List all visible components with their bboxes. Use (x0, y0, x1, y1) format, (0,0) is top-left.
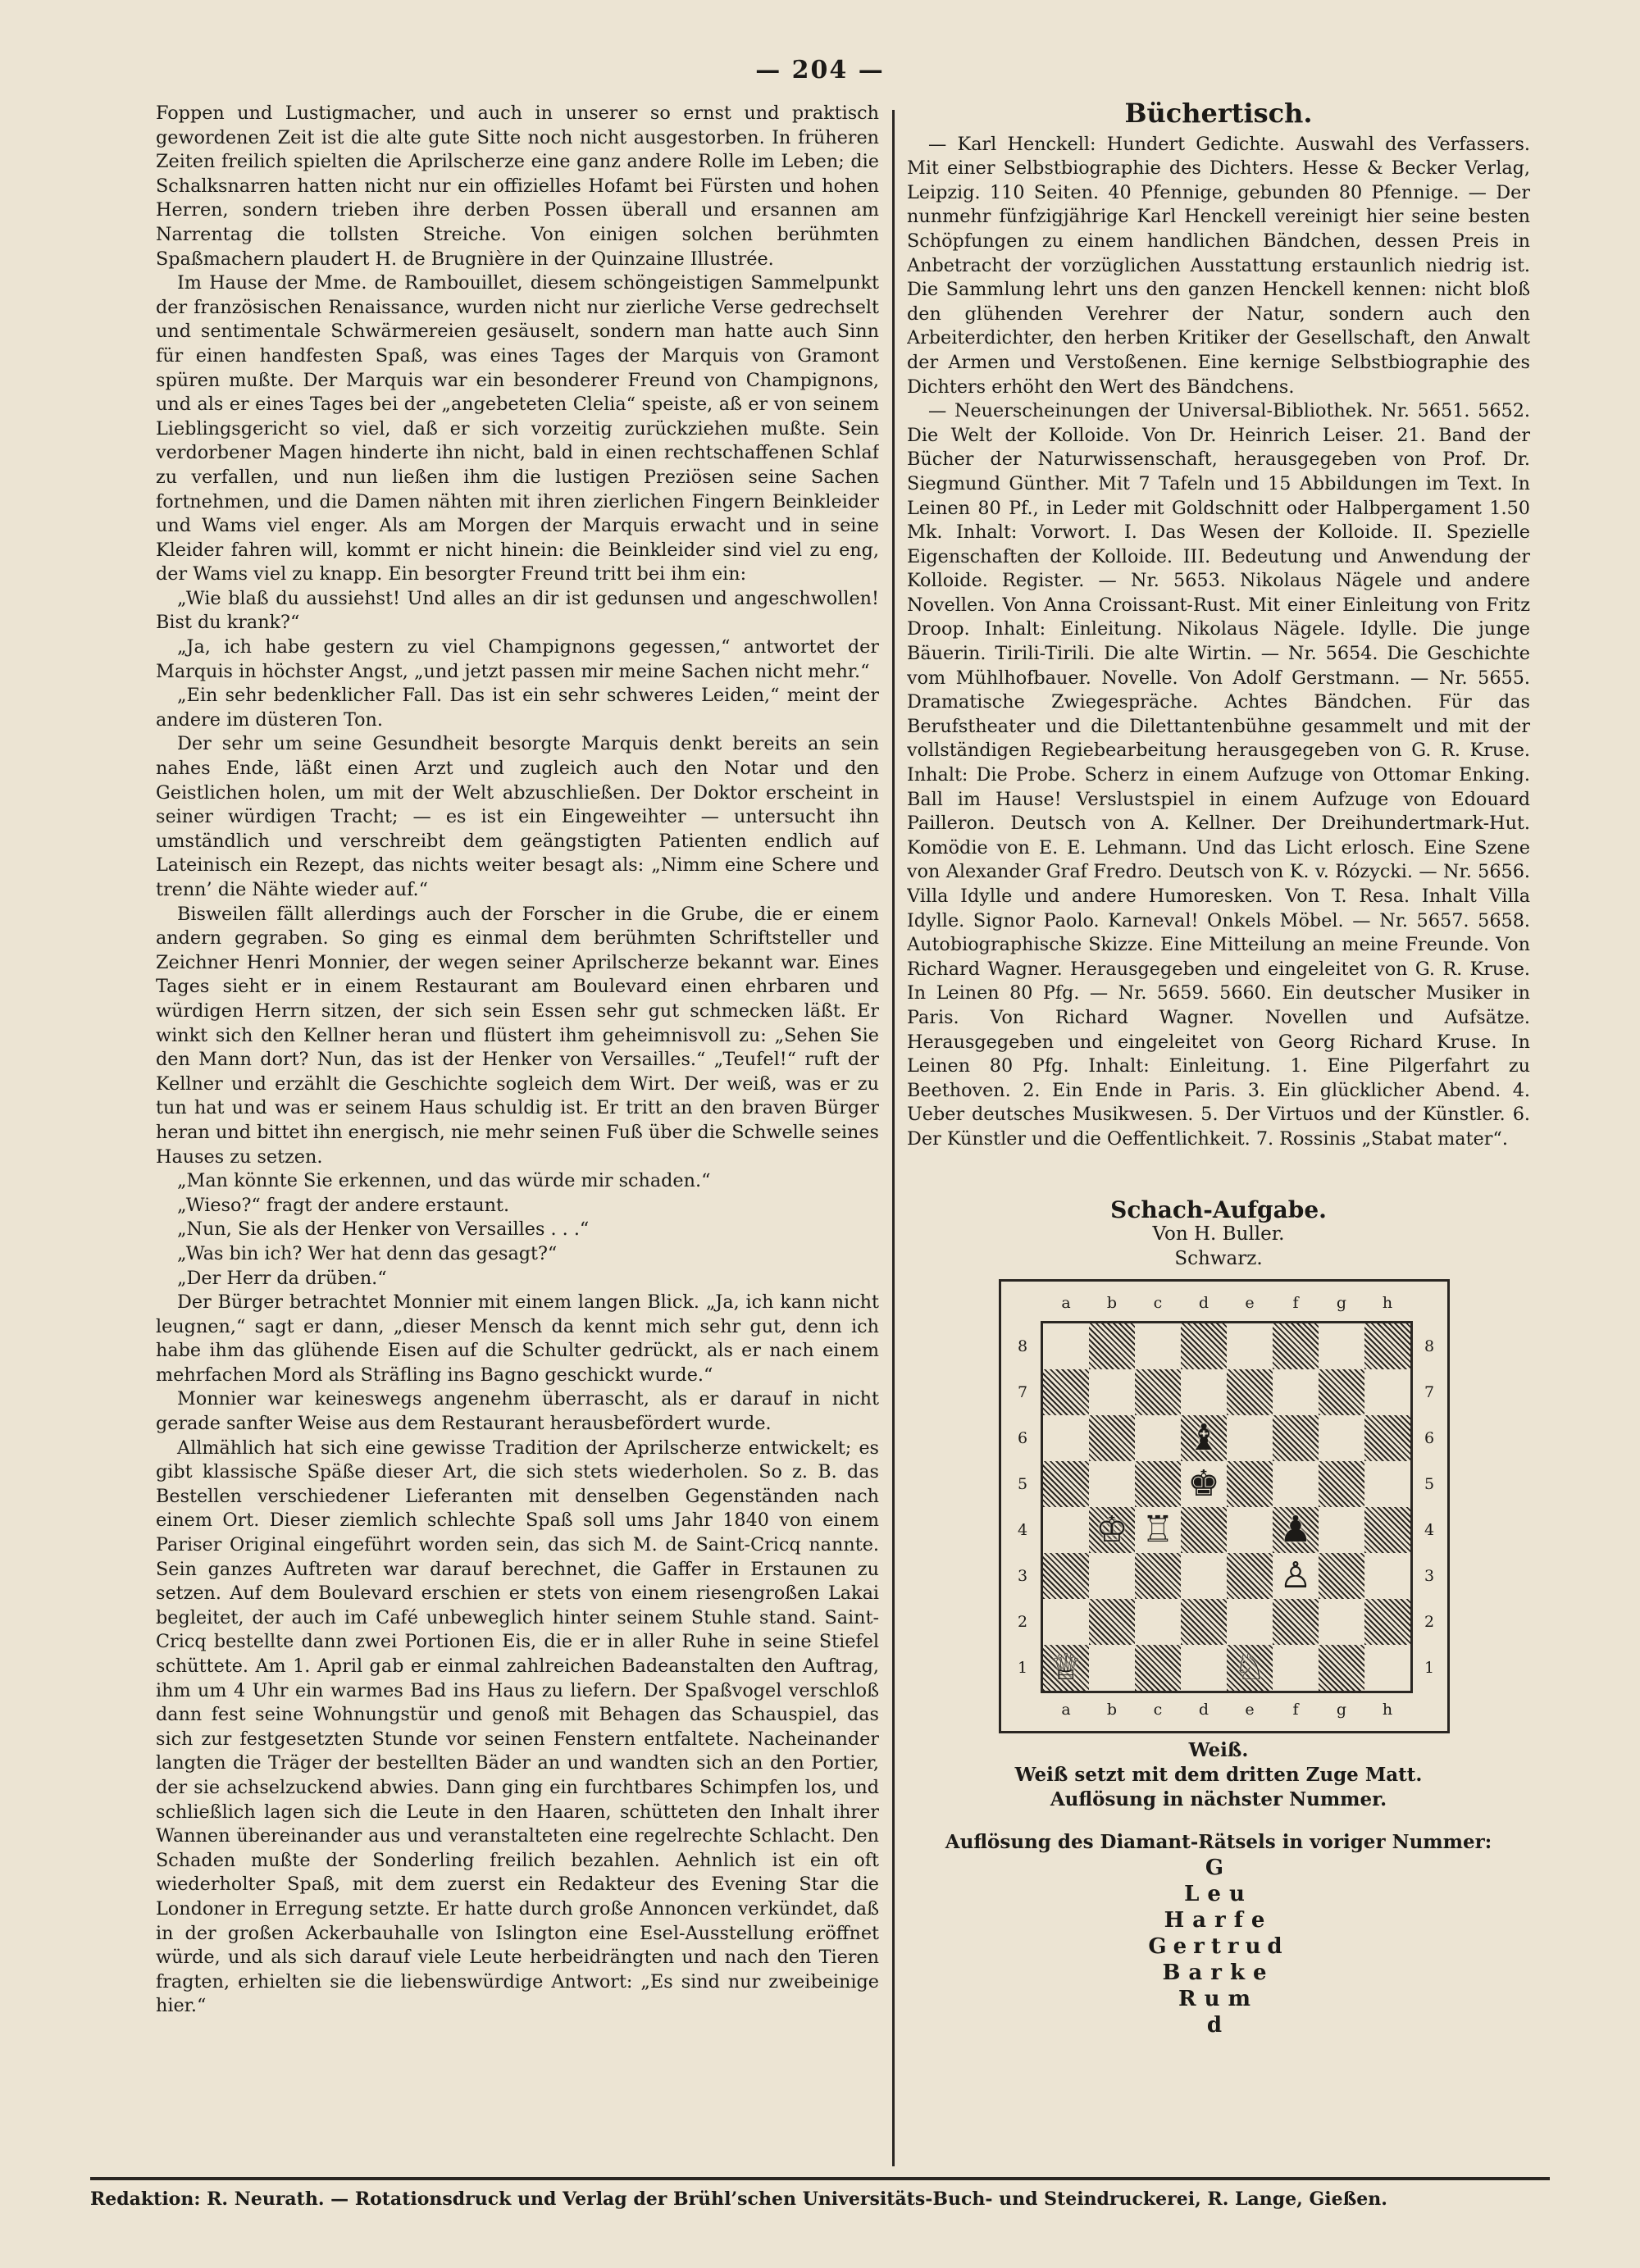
chess-note: Auflösung in nächster Nummer. (1050, 1788, 1387, 1811)
square-e8 (1227, 1323, 1273, 1369)
square-a7 (1043, 1369, 1089, 1415)
rank-label-1: 1 (1017, 1659, 1028, 1678)
square-e1 (1227, 1645, 1273, 1691)
article-paragraph: Allmählich hat sich eine gewisse Tradition der Aprilscherze entwickelt; es gibt klassische Späße dieser Art, die sich stets wiederholen. So z. B. das Bestellen verschiedener Lieferanten mit denselben Gegenständen nach einem Ort. Dieser ziemlich schlechte Spaß soll ums Jahr 1840 von einem Pariser Original eingeführt worden sein, das sich M. de Saint-Cricq nannte. Sein ganzes Auftreten war darauf berechnet, die Gaffer in Erstaunen zu setzen. Auf dem Boulevard erschien er stets von einem riesengroßen Lakai begleitet, der auch im Café unbeweglich hinter seinem Stuhle stand. Saint-Cricq bestellte dann zwei Portionen Eis, die er in aller Ruhe in seine Stiefel schüttete. Am 1. April gab er einmal zahlreichen Badeanstalten den Auftrag, ihm um 4 Uhr ein warmes Bad ins Haus zu liefern. Der Spaßvogel verschloß dann fest seine Wohnungstür und genoß mit Behagen das Schauspiel, das sich zur festgesetzten Stunde vor seinen Fenstern entfaltete. Nacheinander langten die Träger der bestellten Bäder an und wandten sich an den Portier, der sie achselzuckend abwies. Dann ging ein furchtbares Schimpfen los, und schließlich lagen sich die Leute in den Haaren, schütteten den Inhalt ihrer Wannen übereinander aus und veranstalteten eine regelrechte Schlacht. Den Schaden mußte der Sonderling freilich bezahlen. Aehnlich ist ein oft wiederholter Spaß, mit dem zuerst ein Redakteur des Evening Star die Londoner in Erregung setzte. Er hatte durch große Annoncen verkündet, daß in der großen Ackerbauhalle von Islington eine Esel-Ausstellung eröffnet würde, und als sich darauf viele Leute herbeidrängten und nach den Tieren fragten, erhielten sie die liebenswürdige Antwort: „Es sind nur zweibeinige hier.“ (156, 1437, 879, 2017)
square-a5 (1043, 1461, 1089, 1507)
chess-board-frame (999, 1279, 1450, 1733)
white-knight-e1-icon: ♘ (1233, 1646, 1266, 1689)
rank-label-5: 5 (1424, 1475, 1435, 1494)
file-label-d: d (1198, 1701, 1210, 1719)
square-e5 (1227, 1461, 1273, 1507)
file-label-e: e (1245, 1294, 1255, 1313)
square-d5 (1181, 1461, 1227, 1507)
article-paragraph: „Man könnte Sie erkennen, und das würde mir schaden.“ (177, 1170, 711, 1192)
square-b7 (1089, 1369, 1135, 1415)
white-pawn-f3-icon: ♙ (1279, 1555, 1312, 1597)
rank-label-8: 8 (1017, 1337, 1028, 1356)
rank-label-2: 2 (1424, 1613, 1435, 1632)
square-c7 (1135, 1369, 1181, 1415)
article-paragraph: „Ja, ich habe gestern zu viel Champignons gegessen,“ antwortet der Marquis in höchster Angst, „und jetzt passen mir meine Sachen nicht mehr.“ (156, 636, 879, 682)
square-f8 (1273, 1323, 1319, 1369)
file-label-g: g (1336, 1294, 1347, 1313)
square-a8 (1043, 1323, 1089, 1369)
rank-label-3: 3 (1424, 1567, 1435, 1586)
square-a3 (1043, 1553, 1089, 1599)
black-pawn-f4-icon: ♟ (1279, 1509, 1312, 1551)
square-g4 (1319, 1507, 1364, 1553)
chess-title: Schach-Aufgabe. (1110, 1195, 1327, 1223)
square-h5 (1364, 1461, 1410, 1507)
article-paragraph: „Der Herr da drüben.“ (177, 1267, 387, 1289)
rank-label-7: 7 (1424, 1383, 1435, 1402)
file-label-h: h (1382, 1701, 1393, 1719)
file-label-e: e (1245, 1701, 1255, 1719)
article-paragraph: „Wie blaß du aussiehst! Und alles an dir ist gedunsen und angeschwollen! Bist du krank?“ (156, 587, 879, 634)
article-paragraph: „Ein sehr bedenklicher Fall. Das ist ein sehr schweres Leiden,“ meint der andere im düsteren Ton. (156, 685, 879, 731)
file-label-h: h (1382, 1294, 1393, 1313)
diamond-line: d (1206, 2013, 1231, 2038)
article-paragraph: Bisweilen fällt allerdings auch der Forscher in die Grube, die er einem andern gegraben. So ging es einmal dem berühmten Schriftsteller und Zeichner Henri Monnier, der wegen seiner Aprilscherze bekannt war. Eines Tages sieht er in einem Restaurant am Boulevard einen ehrbaren und würdigen Herrn sitzen, der sich sein Essen sehr gut schmecken läßt. Er winkt sich den Kellner heran und flüstert ihm geheimnisvoll zu: „Sehen Sie den Mann dort? Nun, das ist der Henker von Versailles.“ „Teufel!“ ruft der Kellner und erzählt die Geschichte sogleich dem Wirt. Der weiß, was er zu tun hat und was er seinem Haus schuldig ist. Er tritt an den braven Bürger heran und bittet ihn energisch, nie mehr seinen Fuß über die Schwelle seines Hauses zu setzen. (156, 903, 879, 1168)
article-paragraph: Der sehr um seine Gesundheit besorgte Marquis denkt bereits an sein nahes Ende, läßt einen Arzt und zugleich auch den Notar und den Geistlichen holen, um mit der Welt abzuschließen. Der Doktor erscheint in seiner würdigen Tracht; — es ist ein Eingeweihter — untersucht ihn umständlich und verschreibt dem geängstigten Patienten endlich auf Lateinisch ein Rezept, das nichts weiter besagt als: „Nimm eine Schere und trenn’ die Nähte wieder auf.“ (156, 733, 879, 900)
square-g2 (1319, 1599, 1364, 1645)
article-paragraph: Der Bürger betrachtet Monnier mit einem langen Blick. „Ja, ich kann nicht leugnen,“ sagt er dann, „dieser Mensch da kennt mich sehr gut, denn ich habe ihm das glühende Eisen auf die Schulter gedrückt, als er nach einem mehrfachen Mord als Sträfling ins Bagno geschickt wurde.“ (156, 1291, 879, 1386)
square-e7 (1227, 1369, 1273, 1415)
square-b4 (1089, 1507, 1135, 1553)
file-label-g: g (1336, 1701, 1347, 1719)
white-queen-a1-icon: ♕ (1050, 1646, 1082, 1689)
right-column (907, 102, 1530, 2158)
square-c8 (1135, 1323, 1181, 1369)
black-bishop-d6-icon: ♝ (1187, 1417, 1220, 1460)
file-label-a: a (1061, 1701, 1071, 1719)
diamond-line: Rum (1178, 1987, 1260, 2012)
book-review-paragraph: — Karl Henckell: Hundert Gedichte. Auswahl des Verfassers. Mit einer Selbstbiographie des Dichters. Hesse & Becker Verlag, Leipzig. 110 Seiten. 40 Pfennige, gebunden 80 Pfennige. — Der nunmehr fünfzigjährige Karl Henckell vereinigt hier seine besten Schöpfungen zu einem handlichen Bändchen, dessen Preis in Anbetracht der vorzüglichen Ausstattung erstaunlich niedrig ist. Die Sammlung lehrt uns den ganzen Henckell kennen: nicht bloß den glühenden Verehrer der Natur, sondern auch den Arbeiterdichter, den herben Kritiker der Gesellschaft, den Anwalt der Armen und Verstoßenen. Eine kernige Selbstbiographie des Dichters erhöht den Wert des Bändchens. (907, 133, 1530, 398)
square-a6 (1043, 1415, 1089, 1461)
square-e6 (1227, 1415, 1273, 1461)
square-d2 (1181, 1599, 1227, 1645)
square-h1 (1364, 1645, 1410, 1691)
square-f4 (1273, 1507, 1319, 1553)
rank-label-7: 7 (1017, 1383, 1028, 1402)
diamond-riddle-solution (907, 1830, 1530, 2038)
diamond-lines (907, 1855, 1530, 2038)
square-b5 (1089, 1461, 1135, 1507)
square-d3 (1181, 1553, 1227, 1599)
solution-title: Auflösung des Diamant-Rätsels in voriger Nummer: (945, 1831, 1492, 1854)
square-g3 (1319, 1553, 1364, 1599)
square-b2 (1089, 1599, 1135, 1645)
square-g1 (1319, 1645, 1364, 1691)
square-g5 (1319, 1461, 1364, 1507)
square-c4 (1135, 1507, 1181, 1553)
square-f2 (1273, 1599, 1319, 1645)
file-label-c: c (1153, 1701, 1163, 1719)
rank-label-4: 4 (1017, 1521, 1028, 1540)
square-d4 (1181, 1507, 1227, 1553)
square-h3 (1364, 1553, 1410, 1599)
rank-label-4: 4 (1424, 1521, 1435, 1540)
article-paragraph: „Nun, Sie als der Henker von Versailles . . .“ (177, 1218, 590, 1241)
black-king-d5-icon: ♚ (1187, 1463, 1220, 1505)
diamond-line: G (1205, 1856, 1232, 1881)
rank-label-3: 3 (1017, 1567, 1028, 1586)
square-e4 (1227, 1507, 1273, 1553)
rank-label-6: 6 (1017, 1429, 1028, 1448)
square-h4 (1364, 1507, 1410, 1553)
square-b1 (1089, 1645, 1135, 1691)
square-d8 (1181, 1323, 1227, 1369)
article-paragraph: Foppen und Lustigmacher, und auch in unserer so ernst und praktisch gewordenen Zeit ist die alte gute Sitte noch nicht ausgestorben. In früheren Zeiten freilich spielten die Aprilscherze eine ganz andere Rolle im Leben; die Schalksnarren hatten nicht nur ein offizielles Hofamt bei Fürsten und hohen Herren, sondern trieben ihre derben Possen überall und ersannen am Narrentag die tollsten Streiche. Von einigen solchen berühmten Spaßmachern plaudert H. de Brugnière in der Quinzaine Illustrée. (156, 102, 879, 270)
article-paragraph: Im Hause der Mme. de Rambouillet, diesem schöngeistigen Sammelpunkt der französischen Renaissance, wurden nicht nur zierliche Verse gedrechselt und sentimentale Schwärmereien gesäuselt, sondern man hatte auch Sinn für einen handfesten Spaß, was eines Tages der Marquis von Gramont spüren mußte. Der Marquis war ein besonderer Freund von Champignons, und als er eines Tages bei der „angebeteten Clelia“ speiste, aß er von seinem Lieblingsgericht so viel, daß er sich vorzeitig zurückziehen mußte. Sein verdorbener Magen hinderte ihn nicht, bald in einen rechtschaffenen Schlaf zu verfallen, und nun ließen ihm die lustigen Preziösen seine Sachen fortnehmen, und die Damen nähten mit ihren zierlichen Fingern Beinkleider und Wams viel enger. Als am Morgen der Marquis erwacht und in seine Kleider fahren will, kommt er nicht hinein: die Beinkleider sind viel zu eng, der Wams viel zu knapp. Ein besorgter Freund tritt bei ihm ein: (156, 272, 879, 585)
square-c5 (1135, 1461, 1181, 1507)
chess-author: Von H. Buller. (1152, 1223, 1285, 1246)
column-divider (892, 110, 895, 2166)
white-king-b4-icon: ♔ (1096, 1509, 1128, 1551)
square-d6 (1181, 1415, 1227, 1461)
square-e3 (1227, 1553, 1273, 1599)
diamond-line: Gertrud (1148, 1934, 1289, 1960)
square-c3 (1135, 1553, 1181, 1599)
square-g8 (1319, 1323, 1364, 1369)
page-number: — 204 — (755, 56, 885, 84)
file-label-a: a (1061, 1294, 1071, 1313)
rank-label-8: 8 (1424, 1337, 1435, 1356)
square-e2 (1227, 1599, 1273, 1645)
square-f6 (1273, 1415, 1319, 1461)
left-column-article (156, 102, 879, 2158)
chess-board (1041, 1321, 1413, 1693)
square-d7 (1181, 1369, 1227, 1415)
file-label-d: d (1198, 1294, 1210, 1313)
chess-puzzle (907, 1195, 1530, 1813)
diamond-line: Harfe (1164, 1908, 1273, 1933)
square-f5 (1273, 1461, 1319, 1507)
square-b6 (1089, 1415, 1135, 1461)
square-a1 (1043, 1645, 1089, 1691)
square-a2 (1043, 1599, 1089, 1645)
square-h8 (1364, 1323, 1410, 1369)
square-c6 (1135, 1415, 1181, 1461)
rank-label-6: 6 (1424, 1429, 1435, 1448)
square-h2 (1364, 1599, 1410, 1645)
diamond-line: Leu (1184, 1882, 1253, 1907)
square-d1 (1181, 1645, 1227, 1691)
article-paragraph: „Wieso?“ fragt der andere erstaunt. (177, 1194, 510, 1216)
square-f1 (1273, 1645, 1319, 1691)
rank-label-2: 2 (1017, 1613, 1028, 1632)
article-paragraph: Monnier war keineswegs angenehm überrascht, als er darauf in nicht gerade sanfter Weise aus dem Restaurant herausbefördert wurde. (156, 1388, 879, 1435)
file-label-f: f (1292, 1701, 1299, 1719)
chess-side-white: Weiß. (1188, 1739, 1249, 1762)
square-f7 (1273, 1369, 1319, 1415)
white-rook-c4-icon: ♖ (1141, 1509, 1174, 1551)
chess-side-black: Schwarz. (1174, 1248, 1263, 1270)
square-b3 (1089, 1553, 1135, 1599)
square-h6 (1364, 1415, 1410, 1461)
square-c1 (1135, 1645, 1181, 1691)
file-label-b: b (1106, 1294, 1118, 1313)
file-label-b: b (1106, 1701, 1118, 1719)
square-f3 (1273, 1553, 1319, 1599)
square-c2 (1135, 1599, 1181, 1645)
article-paragraph: „Was bin ich? Wer hat denn das gesagt?“ (177, 1242, 558, 1264)
imprint-footer: Redaktion: R. Neurath. — Rotationsdruck und Verlag der Brühl’schen Universitäts-Buch- und Steindruckerei, R. Lange, Gießen. (90, 2177, 1550, 2210)
file-label-c: c (1153, 1294, 1163, 1313)
rank-label-1: 1 (1424, 1659, 1435, 1678)
book-review-paragraph: — Neuerscheinungen der Universal-Bibliothek. Nr. 5651. 5652. Die Welt der Kolloide. Von Dr. Heinrich Leiser. 21. Band der Bücher der Naturwissenschaft, herausgegeben von Prof. Dr. Siegmund Günther. Mit 7 Tafeln und 15 Abbildungen im Text. In Leinen 80 Pf., in Leder mit Goldschnitt oder Halbpergament 1.50 Mk. Inhalt: Vorwort. I. Das Wesen der Kolloide. II. Spezielle Eigenschaften der Kolloide. III. Bedeutung und Anwendung der Kolloide. Register. — Nr. 5653. Nikolaus Nägele und andere Novellen. Von Anna Croissant-Rust. Mit einer Einleitung von Fritz Droop. Inhalt: Einleitung. Nikolaus Nägele. Idylle. Die junge Bäuerin. Tirili-Tirili. Die alte Wirtin. — Nr. 5654. Die Geschichte vom Mühlhofbauer. Novelle. Von Adolf Gerstmann. — Nr. 5655. Dramatische Zwiegespräche. Achtes Bändchen. Für das Berufstheater und die Dilettantenbühne gesammelt und mit der vollständigen Regiebearbeitung herausgegeben von G. R. Kruse. Inhalt: Die Probe. Scherz in einem Aufzuge von Ottomar Enking. Ball im Hause! Verslustspiel in einem Aufzuge von Edouard Pailleron. Deutsch von A. Kellner. Der Dreihundertmark-Hut. Komödie von E. E. Lehmann. Und das Licht erlosch. Eine Szene von Alexander Graf Fredro. Deutsch von K. v. Rózycki. — Nr. 5656. Villa Idylle und andere Humoresken. Von T. Resa. Inhalt Villa Idylle. Signor Paolo. Karneval! Onkels Möbel. — Nr. 5657. 5658. Autobiographische Skizze. Eine Mitteilung an meine Freunde. Von Richard Wagner. Herausgegeben und eingeleitet von G. R. Kruse. In Leinen 80 Pfg. — Nr. 5659. 5660. Ein deutscher Musiker in Paris. Von Richard Wagner. Novellen und Aufsätze. Herausgegeben und eingeleitet von Georg Richard Kruse. In Leinen 80 Pfg. Inhalt: Einleitung. 1. Eine Pilgerfahrt zu Beethoven. 2. Ein Ende in Paris. 3. Ein glücklicher Abend. 4. Ueber deutsches Musikwesen. 5. Der Virtuos und der Künstler. 6. Der Künstler und die Oeffentlichkeit. 7. Rossinis „Stabat mater“. (907, 400, 1530, 1150)
square-a4 (1043, 1507, 1089, 1553)
square-b8 (1089, 1323, 1135, 1369)
file-label-f: f (1292, 1294, 1299, 1313)
square-g7 (1319, 1369, 1364, 1415)
square-g6 (1319, 1415, 1364, 1461)
square-h7 (1364, 1369, 1410, 1415)
chess-task: Weiß setzt mit dem dritten Zuge Matt. (1014, 1764, 1423, 1787)
rank-label-5: 5 (1017, 1475, 1028, 1494)
diamond-line: Barke (1162, 1961, 1275, 1986)
section-title-buechertisch: Büchertisch. (1124, 102, 1313, 129)
